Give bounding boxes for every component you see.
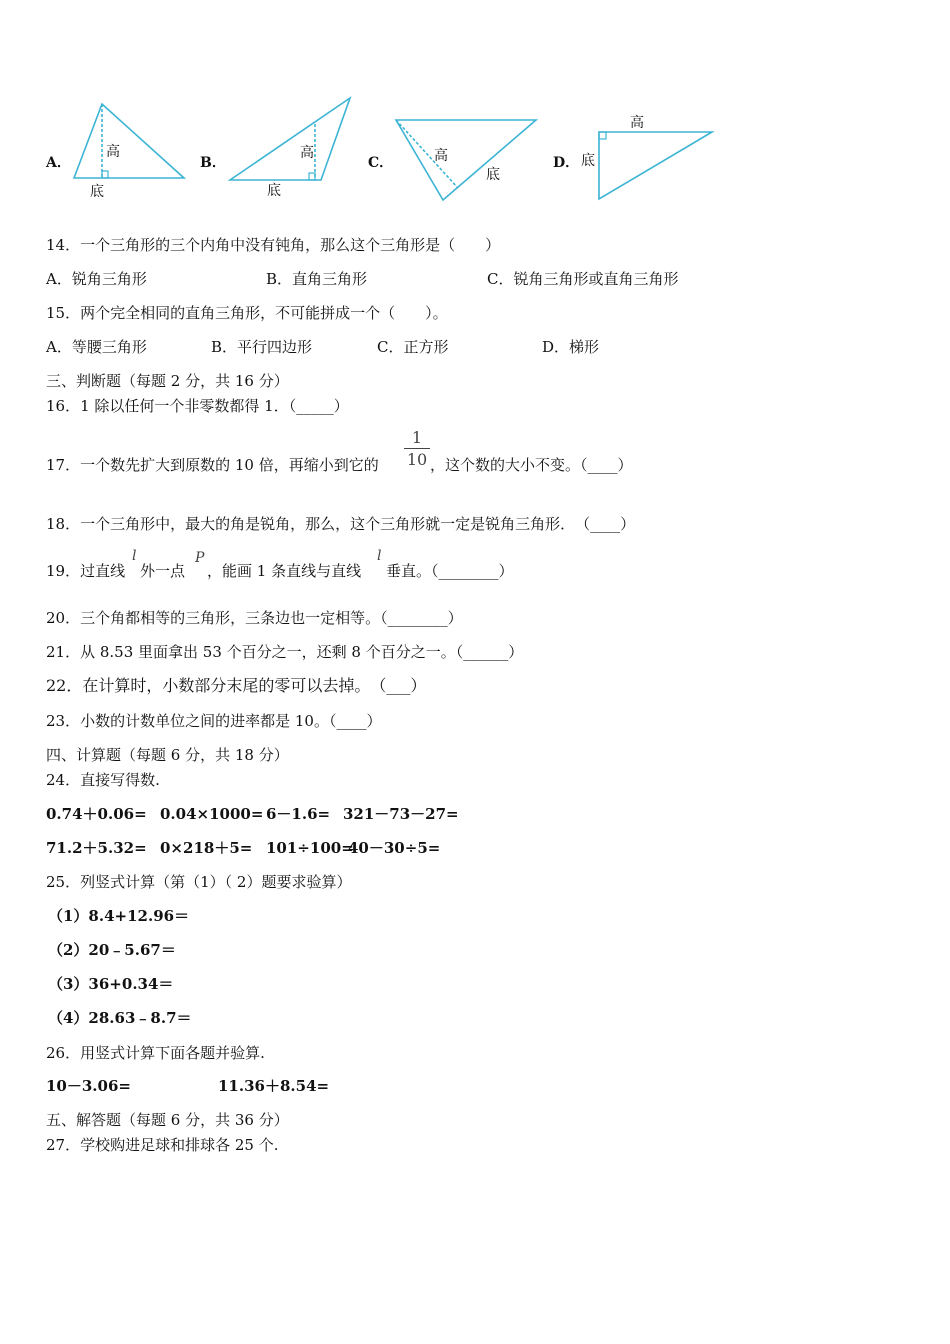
q20: 20．三个角都相等的三角形，三条边也一定相等。（________） — [46, 609, 463, 627]
calc-2-2: 0×218＋5= — [160, 839, 253, 857]
q26-item-2: 11.36＋8.54= — [218, 1077, 330, 1095]
q21: 21．从 8.53 里面拿出 53 个百分之一，还剩 8 个百分之一。（______） — [46, 643, 524, 661]
option-a-label: A． — [46, 155, 71, 171]
q23: 23．小数的计数单位之间的进率都是 10。（____） — [46, 712, 382, 730]
a-high-label: 高 — [106, 144, 120, 160]
d-base-label: 底 — [581, 153, 595, 169]
height-c — [396, 120, 458, 188]
calc-2-3: 101÷100= — [266, 839, 354, 857]
q17-fraction — [404, 428, 430, 469]
b-base-label: 底 — [267, 183, 281, 199]
q14-option-a: A．锐角三角形 — [46, 270, 147, 288]
q16: 16．1 除以任何一个非零数都得 1．（_____） — [46, 397, 349, 415]
section-3-title: 三、判断题（每题 2 分，共 16 分） — [46, 372, 289, 390]
option-c-label: C． — [368, 155, 394, 171]
q26: 26．用竖式计算下面各题并验算. — [46, 1044, 265, 1062]
q25-item-3: （3）36+0.34＝ — [48, 975, 174, 993]
q22: 22．在计算时，小数部分末尾的零可以去掉。 （___） — [46, 676, 427, 695]
triangle-d — [599, 132, 712, 199]
fraction-denominator: 10 — [406, 450, 428, 469]
q25-item-4: （4）28.63﹣8.7＝ — [48, 1009, 192, 1027]
c-high-label: 高 — [434, 148, 448, 164]
q15-option-d: D．梯形 — [542, 338, 600, 356]
fraction-numerator: 1 — [411, 428, 423, 447]
section-5-title: 五、解答题（每题 6 分，共 36 分） — [46, 1111, 289, 1129]
q25: 25．列竖式计算（第（1）（ 2）题要求验算） — [46, 873, 352, 891]
q17-after: ，这个数的大小不变。（____） — [430, 456, 633, 474]
calc-2-1: 71.2＋5.32= — [46, 839, 147, 857]
option-d-label: D． — [553, 155, 580, 171]
q19-part3: ，能画 1 条直线与直线 — [207, 562, 362, 580]
q19-part1: 19．过直线 — [46, 562, 126, 580]
calc-1-3: 6－1.6= — [266, 805, 331, 823]
line-l-symbol-2: l — [377, 548, 382, 564]
q19-part4: 垂直。（________） — [386, 562, 514, 580]
calc-1-4: 321－73－27= — [343, 805, 459, 823]
q14-option-c: C．锐角三角形或直角三角形 — [487, 270, 679, 288]
q14-stem: 14．一个三角形的三个内角中没有钝角，那么这个三角形是（ ） — [46, 236, 501, 254]
section-4-title: 四、计算题（每题 6 分，共 18 分） — [46, 746, 289, 764]
q15-option-a: A．等腰三角形 — [46, 338, 147, 356]
q25-item-2: （2）20﹣5.67＝ — [48, 941, 176, 959]
q15-option-b: B．平行四边形 — [211, 338, 313, 356]
d-high-label: 高 — [630, 115, 644, 131]
triangle-options-figure — [40, 90, 740, 215]
q18: 18．一个三角形中，最大的角是锐角，那么，这个三角形就一定是锐角三角形． （____） — [46, 515, 636, 533]
q24: 24．直接写得数. — [46, 771, 160, 789]
q26-item-1: 10－3.06= — [46, 1077, 131, 1095]
a-base-label: 底 — [90, 184, 104, 200]
line-l-symbol: l — [132, 548, 137, 564]
calc-1-1: 0.74＋0.06= — [46, 805, 147, 823]
q14-option-b: B．直角三角形 — [266, 270, 368, 288]
triangle-b — [230, 98, 350, 180]
q27: 27．学校购进足球和排球各 25 个. — [46, 1136, 279, 1154]
calc-2-4: 40－30÷5= — [348, 839, 441, 857]
option-b-label: B． — [200, 155, 226, 171]
b-high-label: 高 — [300, 145, 314, 161]
triangle-c — [396, 120, 536, 200]
triangle-a — [74, 104, 184, 178]
q19-part2: 外一点 — [140, 562, 186, 580]
q25-item-1: （1）8.4+12.96＝ — [48, 907, 190, 925]
calc-1-2: 0.04×1000= — [160, 805, 264, 823]
point-p-symbol: P — [195, 550, 205, 566]
q17-before: 17．一个数先扩大到原数的 10 倍，再缩小到它的 — [46, 456, 379, 474]
c-base-label: 底 — [486, 167, 500, 183]
q15-stem: 15．两个完全相同的直角三角形，不可能拼成一个（ ）。 — [46, 304, 448, 322]
q15-option-c: C．正方形 — [377, 338, 449, 356]
